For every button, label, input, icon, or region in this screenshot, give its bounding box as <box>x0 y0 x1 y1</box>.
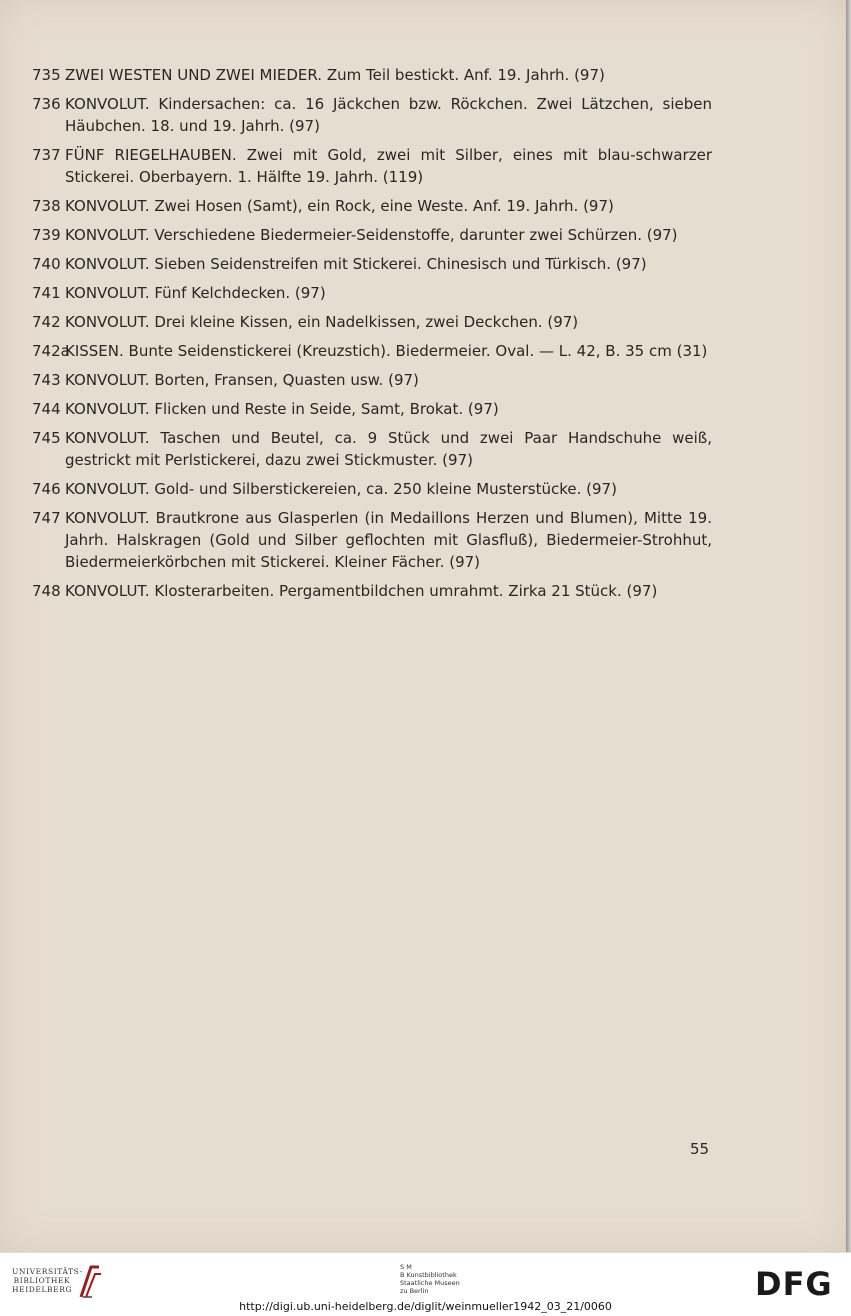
entry-text: KONVOLUT. Fünf Kelchdecken. (97) <box>65 284 326 302</box>
entry-number: 736 <box>32 95 61 113</box>
library-logo-icon[interactable] <box>78 1264 102 1304</box>
entry-text: KONVOLUT. Kindersachen: ca. 16 Jäckchen bzw. Röckchen. Zwei Lätzchen, sieben Häubchen. 18. und 19. Jahrh. (97) <box>65 95 712 135</box>
entry-text: KONVOLUT. Klosterarbeiten. Pergamentbildchen umrahmt. Zirka 21 Stück. (97) <box>65 582 658 600</box>
library-name-line: UNIVERSITÄTS- <box>12 1267 83 1276</box>
entry-number: 735 <box>32 66 61 84</box>
entry-number: 740 <box>32 255 61 273</box>
page-edge <box>846 0 851 1252</box>
entry-text: KONVOLUT. Gold- und Silberstickereien, ca. 250 kleine Musterstücke. (97) <box>65 480 617 498</box>
entry-number: 742a <box>32 342 70 360</box>
entry-number: 742 <box>32 313 61 331</box>
entry-text: KISSEN. Bunte Seidenstickerei (Kreuzstich). Biedermeier. Oval. — L. 42, B. 35 cm (31) <box>65 342 708 360</box>
entry-number: 747 <box>32 509 61 527</box>
entry-text: KONVOLUT. Zwei Hosen (Samt), ein Rock, eine Weste. Anf. 19. Jahrh. (97) <box>65 197 614 215</box>
library-name-line: HEIDELBERG <box>12 1285 73 1294</box>
catalog-entry <box>32 427 712 471</box>
entry-number: 744 <box>32 400 61 418</box>
stamp-line: Staatliche Museen <box>400 1279 460 1287</box>
page-number: 55 <box>690 1140 710 1158</box>
museum-stamp <box>400 1263 460 1295</box>
catalog-entry <box>32 253 712 275</box>
catalog-entry <box>32 507 712 573</box>
entry-text: KONVOLUT. Taschen und Beutel, ca. 9 Stück und zwei Paar Handschuhe weiß, gestrickt mit Perlstickerei, dazu zwei Stickmuster. (97) <box>65 429 712 469</box>
catalog-entry <box>32 93 712 137</box>
entry-text: KONVOLUT. Drei kleine Kissen, ein Nadelkissen, zwei Deckchen. (97) <box>65 313 579 331</box>
stamp-line: B Kunstbibliothek <box>400 1271 457 1279</box>
entry-text: KONVOLUT. Verschiedene Biedermeier-Seidenstoffe, darunter zwei Schürzen. (97) <box>65 226 678 244</box>
entry-number: 737 <box>32 146 61 164</box>
catalog-entry <box>32 369 712 391</box>
dfg-logo[interactable]: DFG <box>755 1265 833 1303</box>
entry-text: FÜNF RIEGELHAUBEN. Zwei mit Gold, zwei mit Silber, eines mit blau-schwarzer Stickerei. Oberbayern. 1. Hälfte 19. Jahrh. (119) <box>65 146 712 186</box>
catalog-entry <box>32 311 712 333</box>
entry-number: 738 <box>32 197 61 215</box>
permalink-url[interactable]: http://digi.ub.uni-heidelberg.de/diglit/weinmueller1942_03_21/0060 <box>239 1300 612 1313</box>
entry-number: 739 <box>32 226 61 244</box>
entry-number: 748 <box>32 582 61 600</box>
entry-number: 746 <box>32 480 61 498</box>
entry-number: 741 <box>32 284 61 302</box>
viewer-footer <box>0 1252 851 1316</box>
entry-number: 745 <box>32 429 61 447</box>
catalog-entry <box>32 398 712 420</box>
catalog-entry <box>32 580 712 602</box>
entry-text: ZWEI WESTEN UND ZWEI MIEDER. Zum Teil bestickt. Anf. 19. Jahrh. (97) <box>65 66 605 84</box>
stamp-line: zu Berlin <box>400 1287 429 1295</box>
catalog-entry <box>32 144 712 188</box>
catalog-entry <box>32 282 712 304</box>
catalog-entry <box>32 340 712 362</box>
stamp-line: S M <box>400 1263 412 1271</box>
entry-text: KONVOLUT. Flicken und Reste in Seide, Samt, Brokat. (97) <box>65 400 499 418</box>
entry-number: 743 <box>32 371 61 389</box>
catalog-entries <box>32 64 712 609</box>
library-name[interactable] <box>12 1267 83 1294</box>
catalog-entry <box>32 195 712 217</box>
catalog-entry <box>32 64 712 86</box>
catalog-entry <box>32 224 712 246</box>
library-name-line: BIBLIOTHEK <box>13 1276 71 1285</box>
entry-text: KONVOLUT. Borten, Fransen, Quasten usw. (97) <box>65 371 419 389</box>
catalog-entry <box>32 478 712 500</box>
entry-text: KONVOLUT. Sieben Seidenstreifen mit Stickerei. Chinesisch und Türkisch. (97) <box>65 255 647 273</box>
entry-text: KONVOLUT. Brautkrone aus Glasperlen (in Medaillons Herzen und Blumen), Mitte 19. Jahrh. Halskragen (Gold und Silber geflochten mit Glasfluß), Biedermeier-Strohhut, Biedermeierkörbchen mit Stickerei. Kleiner Fächer. (97) <box>65 509 712 571</box>
